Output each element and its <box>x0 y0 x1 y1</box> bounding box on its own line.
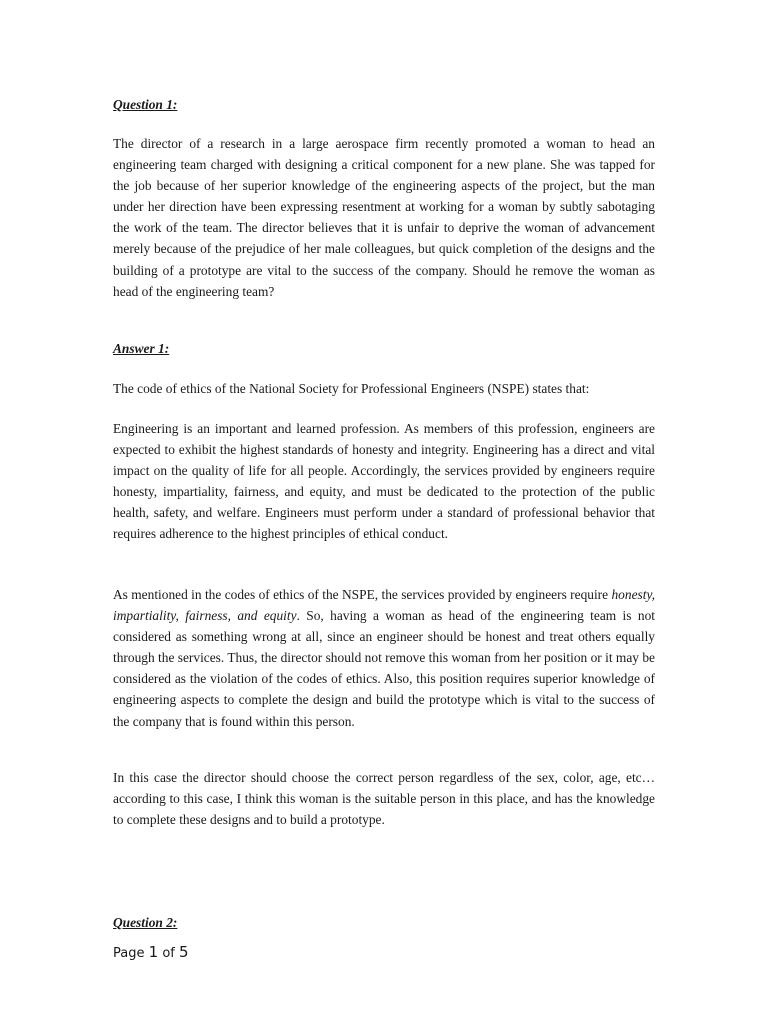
total-pages: 5 <box>178 943 189 961</box>
answer-1-heading: Answer 1: <box>113 341 170 356</box>
answer-1-paragraph-2-end: . So, having a woman as head of the engineering team is not considered as something wrong at all, since an engineer should be honest and treat others equally through the services. Thus, the director should not remove this woman from her position or it may be considered as the violation of the codes of ethics. Also, this position requires superior knowledge of engineering aspects to complete the design and build the prototype which is vital to the success of the company that is found within this person. <box>113 608 655 729</box>
question-2-heading: Question 2: <box>113 915 178 930</box>
answer-1-paragraph-3: In this case the director should choose the correct person regardless of the sex, color, age, etc… according to this case, I think this woman is the suitable person in this place, and has the knowledge to complete these designs and to build a prototype. <box>113 770 655 828</box>
answer-1-intro: The code of ethics of the National Society for Professional Engineers (NSPE) states that: <box>113 381 590 396</box>
page-number: 1 <box>148 943 159 961</box>
question-1-heading: Question 1: <box>113 97 178 112</box>
page-label: Page <box>113 946 145 961</box>
answer-1-paragraph-2-emphasis: honesty, impartiality, fairness, and equity <box>113 587 655 624</box>
answer-1-paragraph-2-start: As mentioned in the codes of ethics of the NSPE, the services provided by engineers require <box>113 587 612 602</box>
answer-1-paragraph-2 <box>113 584 655 732</box>
of-label: of <box>162 946 175 961</box>
page-footer <box>113 942 189 964</box>
answer-1-nspe-quote: Engineering is an important and learned profession. As members of this profession, engineers are expected to exhibit the highest standards of honesty and integrity. Engineering has a direct and vital impact on the quality of life for all people. Accordingly, the services provided by engineers require honesty, impartiality, fairness, and equity, and must be dedicated to the protection of the public health, safety, and welfare. Engineers must perform under a standard of professional behavior that requires adherence to the highest principles of ethical conduct. <box>113 421 655 542</box>
question-1-body: The director of a research in a large aerospace firm recently promoted a woman to head an engineering team charged with designing a critical component for a new plane. She was tapped for the job because of her superior knowledge of the engineering aspects of the project, but the man under her direction have been expressing resentment at working for a woman by subtly sabotaging the work of the team. The director believes that it is unfair to deprive the woman of advancement merely because of the prejudice of her male colleagues, but quick completion of the designs and the building of a prototype are vital to the success of the company. Should he remove the woman as head of the engineering team? <box>113 136 655 299</box>
